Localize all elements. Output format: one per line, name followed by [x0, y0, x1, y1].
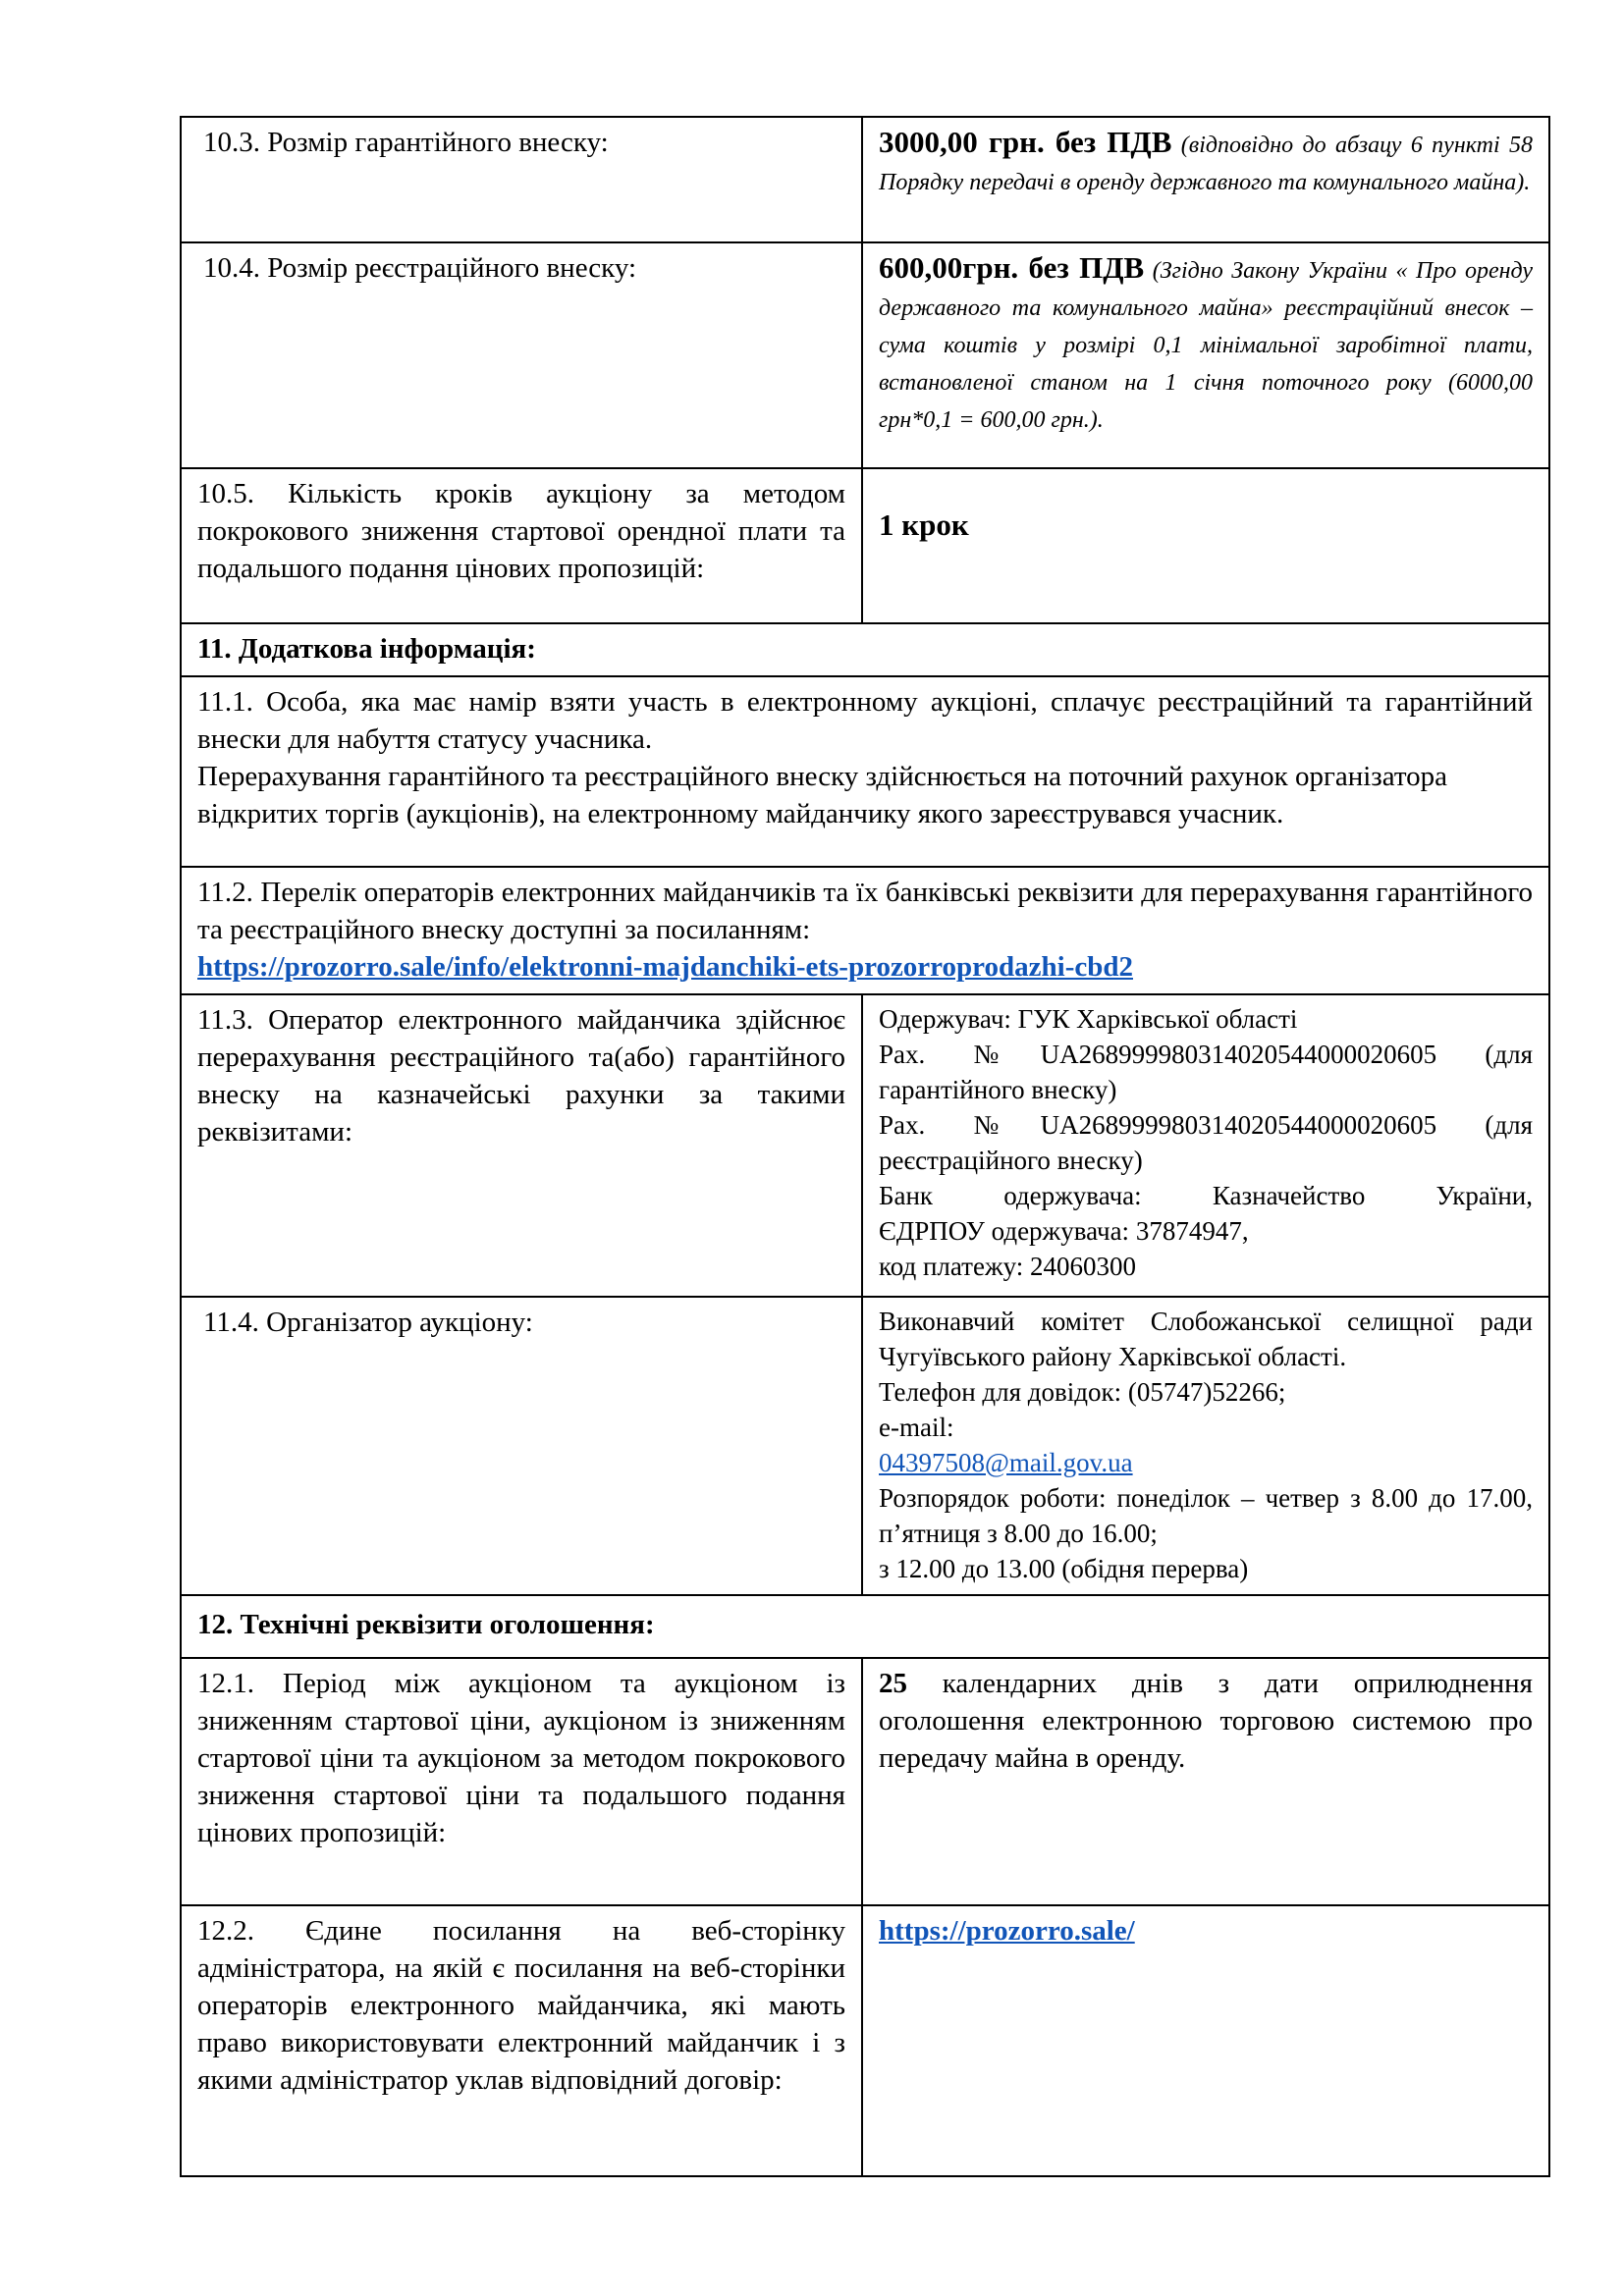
guarantee-fee-amount: 3000,00 грн. без ПДВ [879, 125, 1172, 159]
row-11-3 [181, 994, 1549, 1297]
auction-steps-value: 1 крок [879, 507, 969, 542]
organizer-name: Виконавчий комітет Слобожанської селищної ради Чугуївського району Харківської області. [879, 1307, 1533, 1371]
label-12-1: 12.1. Період між аукціоном та аукціоном із зниженням стартової ціни, аукціоном із зниженням стартової ціни та аукціоном за методом покрокового зниження стартової ціни та подальшого подання цінових пропозицій: [181, 1658, 862, 1905]
row-11-2 [181, 867, 1549, 994]
auction-info-table [180, 116, 1550, 2177]
value-11-3 [862, 994, 1549, 1297]
label-12-2: 12.2. Єдине посилання на веб-сторінку адміністратора, на якій є посилання на веб-сторінки операторів електронного майданчика, які мають право використовувати електронний майданчик і з якими адміністратор уклав відповідний договір: [181, 1905, 862, 2176]
label-11-3: 11.3. Оператор електронного майданчика здійснює перерахування реєстраційного та(або) гарантійного внеску на казначейські рахунки за такими реквізитами: [181, 994, 862, 1297]
section-12-heading: 12. Технічні реквізити оголошення: [181, 1595, 1549, 1658]
value-10-3 [862, 117, 1549, 242]
text-11-1-p1: 11.1. Особа, яка має намір взяти участь в електронному аукціоні, сплачує реєстраційний та гарантійний внески для набуття статусу учасника. [197, 686, 1533, 755]
row-11-4 [181, 1297, 1549, 1595]
row-12-1 [181, 1658, 1549, 1905]
organizer-break: з 12.00 до 13.00 (обідня перерва) [879, 1554, 1249, 1583]
recipient: Одержувач: ГУК Харківської області [879, 1004, 1298, 1034]
row-10-3 [181, 117, 1549, 242]
label-10-5: 10.5. Кількість кроків аукціону за методом покрокового зниження стартової орендної плати та подальшого подання цінових пропозицій: [181, 468, 862, 623]
label-11-4: 11.4. Організатор аукціону: [181, 1297, 862, 1595]
value-12-1 [862, 1658, 1549, 1905]
row-12-2 [181, 1905, 1549, 2176]
organizer-email-link[interactable]: 04397508@mail.gov.ua [879, 1448, 1133, 1477]
period-days: 25 [879, 1668, 907, 1699]
row-10-4 [181, 242, 1549, 468]
organizer-schedule: Розпорядок роботи: понеділок – четвер з 8.00 до 17.00, п’ятниця з 8.00 до 16.00; [879, 1483, 1533, 1548]
value-11-4 [862, 1297, 1549, 1595]
registration-fee-note: (Згідно Закону України « Про оренду державного та комунального майна» реєстраційний внесок – сума коштів у розмірі 0,1 мінімальної заробітної плати, встановленої станом на 1 січня поточного року (6000,00 грн*0,1 = 600,00 грн.). [879, 258, 1533, 433]
recipient-bank: Банк одержувача: Казначейство України, [879, 1181, 1533, 1210]
administrator-link[interactable]: https://prozorro.sale/ [879, 1915, 1135, 1947]
section-11-heading-row [181, 623, 1549, 676]
guarantee-fee-note: (відповідно до абзацу 6 пункті 58 Порядку передачі в оренду державного та комунального майна). [879, 133, 1533, 195]
organizer-phone: Телефон для довідок: (05747)52266; [879, 1377, 1286, 1407]
recipient-edrpou: ЄДРПОУ одержувача: 37874947, [879, 1216, 1249, 1246]
account-guarantee: Рах. №UA268999980314020544000020605 (для гарантійного внеску) [879, 1040, 1533, 1104]
value-12-2 [862, 1905, 1549, 2176]
text-11-1 [181, 676, 1549, 867]
row-11-1 [181, 676, 1549, 867]
label-10-4: 10.4. Розмір реєстраційного внеску: [181, 242, 862, 468]
section-12-heading-row [181, 1595, 1549, 1658]
row-10-5 [181, 468, 1549, 623]
operators-list-link[interactable]: https://prozorro.sale/info/elektronni-majdanchiki-ets-prozorroprodazhi-cbd2 [197, 951, 1133, 983]
text-11-2-body: 11.2. Перелік операторів електронних майданчиків та їх банківські реквізити для перерахування гарантійного та реєстраційного внеску доступні за посиланням: [197, 877, 1533, 945]
text-11-2 [181, 867, 1549, 994]
label-10-3: 10.3. Розмір гарантійного внеску: [181, 117, 862, 242]
text-11-1-p2: Перерахування гарантійного та реєстраційного внеску здійснюється на поточний рахунок організатора відкритих торгів (аукціонів), на електронному майданчику якого зареєструвався учасник. [197, 761, 1448, 829]
section-11-heading: 11. Додаткова інформація: [181, 623, 1549, 676]
value-10-5 [862, 468, 1549, 623]
value-10-4 [862, 242, 1549, 468]
payment-code: код платежу: 24060300 [879, 1252, 1136, 1281]
registration-fee-amount: 600,00грн. без ПДВ [879, 250, 1145, 285]
organizer-email-line: e-mail: 04397508@mail.gov.ua [879, 1413, 1133, 1477]
period-text: календарних днів з дати оприлюднення оголошення електронною торговою системою про передачу майна в оренду. [879, 1668, 1533, 1774]
account-registration: Рах. №UA268999980314020544000020605 (для реєстраційного внеску) [879, 1110, 1533, 1175]
